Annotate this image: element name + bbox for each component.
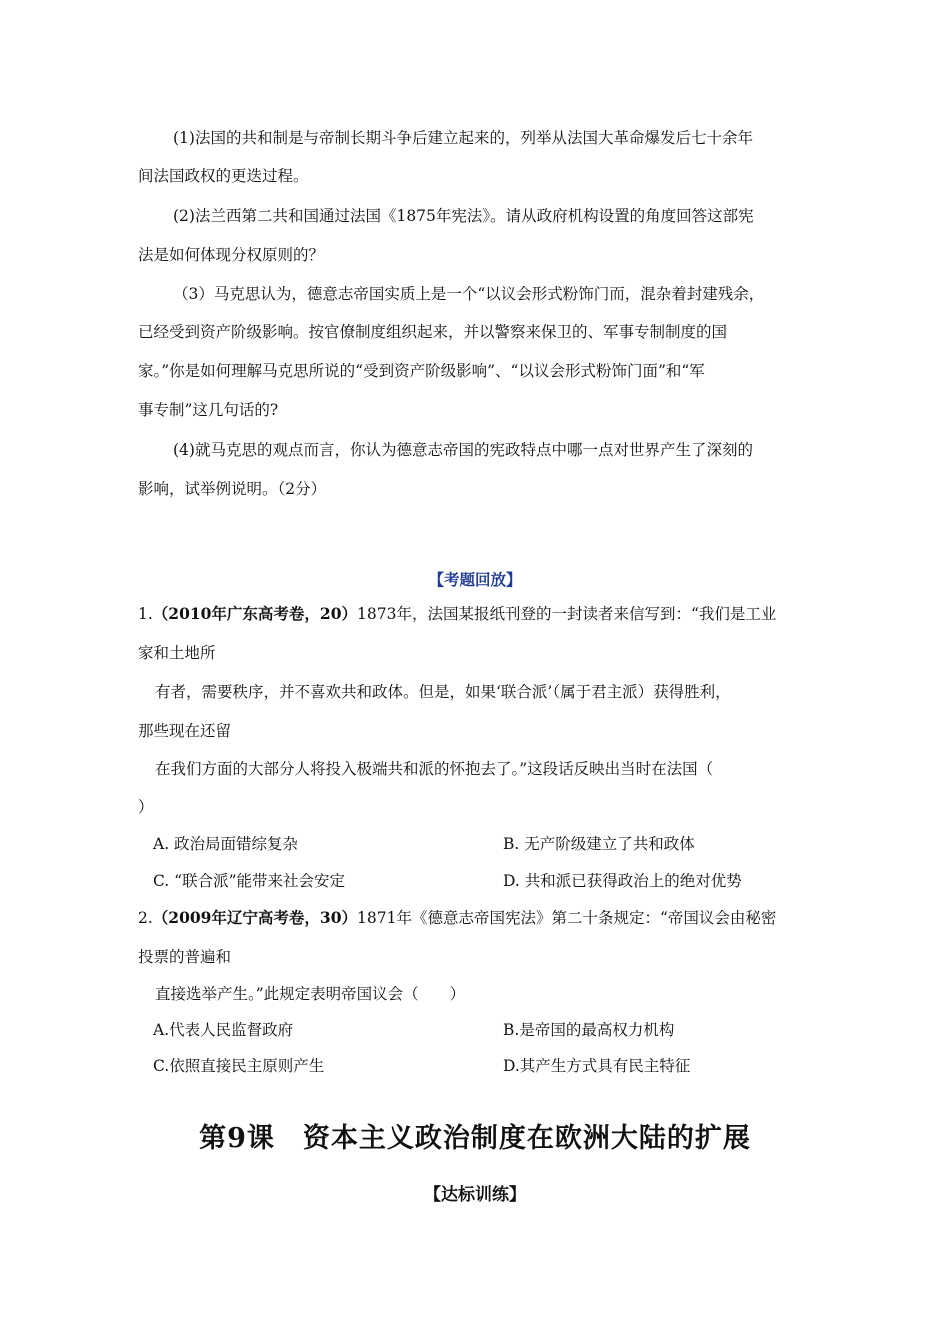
- mc-question-2-source: （2009年辽宁高考卷，30）: [152, 908, 358, 927]
- mc-question-1-line-2: 家和土地所: [138, 644, 216, 662]
- question-3-line-2: 已经受到资产阶级影响。按官僚制度组织起来，并以警察来保卫的、军事专制制度的国: [138, 323, 728, 341]
- mc-question-1-stem: 1873年，法国某报纸刊登的一封读者来信写到：“我们是工业: [357, 605, 777, 623]
- training-heading: 【达标训练】: [424, 1185, 526, 1205]
- question-3-line-3: 家。”你是如何理解马克思所说的“受到资产阶级影响”、“以议会形式粉饰门面”和“军: [138, 362, 705, 380]
- lesson-title: 第9课 资本主义政治制度在欧洲大陆的扩展: [199, 1123, 751, 1154]
- mc-question-2-number: 2.: [138, 909, 153, 927]
- question-3-line-1: （3）马克思认为，德意志帝国实质上是一个“以议会形式粉饰门而，混杂着封建残余，: [173, 285, 765, 303]
- mc-question-2-line-3: 直接选举产生。”此规定表明帝国议会（ ）: [155, 985, 466, 1003]
- question-2-line-2: 法是如何体现分权原则的？: [138, 246, 325, 264]
- mc-question-1-option-a[interactable]: A. 政治局面错综复杂: [153, 835, 299, 853]
- mc-question-1-line-4: 那些现在还留: [138, 722, 232, 740]
- mc-question-1-option-c[interactable]: C. “联合派”能带来社会安定: [153, 872, 346, 890]
- question-4-line-1: (4)就马克思的观点而言，你认为德意志帝国的宪政特点中哪一点对世界产生了深刻的: [173, 441, 753, 459]
- mc-question-2-option-a[interactable]: A.代表人民监督政府: [153, 1021, 294, 1039]
- question-1-line-1: (1)法国的共和制是与帝制长期斗争后建立起来的，列举从法国大革命爆发后七十余年: [173, 129, 753, 147]
- mc-question-2-option-b[interactable]: B.是帝国的最高权力机构: [503, 1021, 675, 1039]
- question-4-line-2: 影响，试举例说明。（2分）: [138, 480, 327, 498]
- mc-question-2-option-c[interactable]: C.依照直接民主原则产生: [153, 1057, 325, 1075]
- question-1-line-2: 间法国政权的更迭过程。: [138, 167, 309, 185]
- mc-question-2-line-2: 投票的普遍和: [138, 948, 232, 966]
- mc-question-1-option-b[interactable]: B. 无产阶级建立了共和政体: [503, 835, 695, 853]
- review-heading: 【考题回放】: [428, 570, 522, 589]
- mc-question-1-line-3: 有者，需要秩序，并不喜欢共和政体。但是，如果‘联合派’（属于君主派）获得胜利，: [155, 683, 731, 701]
- mc-question-1-source: （2010年广东高考卷，20）: [152, 604, 358, 623]
- mc-question-1-option-d[interactable]: D. 共和派已获得政治上的绝对优势: [503, 872, 742, 890]
- mc-question-1-line-5: 在我们方面的大部分人将投入极端共和派的怀抱去了。”这段话反映出当时在法国（: [155, 760, 714, 778]
- mc-question-2-option-d[interactable]: D.其产生方式具有民主特征: [503, 1057, 691, 1075]
- question-2-line-1: (2)法兰西第二共和国通过法国《1875年宪法》。请从政府机构设置的角度回答这部宪: [173, 207, 754, 225]
- mc-question-1-line-1: [138, 604, 776, 624]
- mc-question-2-stem: 1871年《德意志帝国宪法》第二十条规定：“帝国议会由秘密: [357, 909, 777, 927]
- mc-question-1-number: 1.: [138, 605, 153, 623]
- mc-question-1-line-6: ）: [138, 798, 154, 816]
- question-3-line-4: 事专制”这几句话的?: [138, 401, 279, 419]
- mc-question-2-line-1: [138, 908, 776, 928]
